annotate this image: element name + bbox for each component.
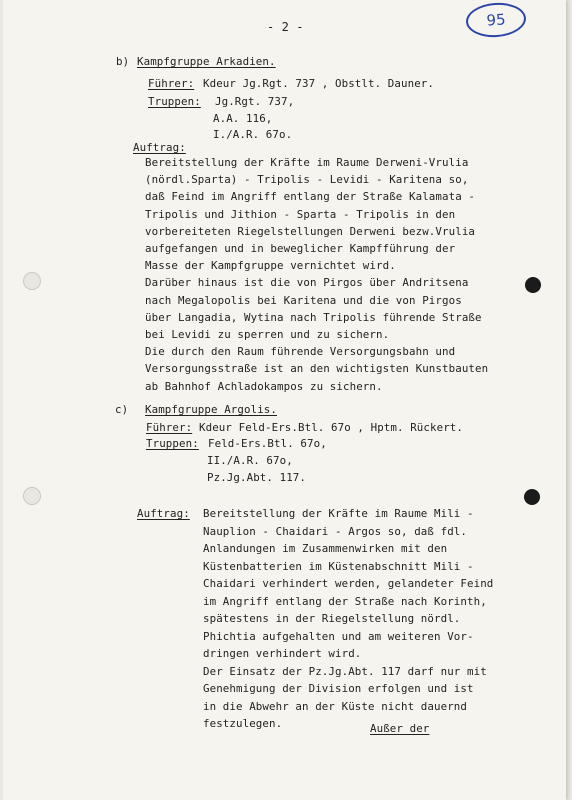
task-line: Die durch den Raum führende Versorgungsbahn und [145, 345, 456, 359]
section-b-troops-label: Truppen: [148, 95, 201, 108]
task-line: festzulegen. [203, 717, 283, 730]
document-page [3, 0, 566, 800]
section-c-troops-label: Truppen: [146, 437, 199, 450]
punch-hole-bottom [23, 487, 41, 505]
section-b-leader-label: Führer: [148, 77, 195, 90]
task-line: Masse der Kampfgruppe vernichtet wird. [145, 259, 396, 273]
punch-mark-bottom [524, 489, 540, 505]
punch-hole-top [23, 272, 41, 290]
task-line: (nördl.Sparta) - Tripolis - Levidi - Karitena so, [145, 173, 469, 187]
section-b-troop: A.A. 116, [213, 112, 273, 125]
task-line: in die Abwehr an der Küste nicht dauernd [203, 699, 468, 713]
task-line: Tripolis und Jithion - Sparta - Tripolis in den [145, 207, 456, 221]
task-line: Genehmigung der Division erfolgen und ist [203, 682, 474, 695]
continuation-text: Außer der [370, 722, 430, 735]
task-line: bei Levidi zu sperren und zu sichern. [145, 328, 390, 341]
section-c-task-label: Auftrag: [137, 507, 190, 520]
task-line: Nauplion - Chaidari - Argos so, daß fdl. [203, 524, 468, 538]
section-b-leader-value: Kdeur Jg.Rgt. 737 , Obstlt. Dauner. [203, 77, 435, 90]
task-line: dringen verhindert wird. [203, 647, 362, 660]
section-b-marker: b) [116, 55, 130, 68]
section-b-task-label: Auftrag: [133, 141, 186, 154]
section-b-troop: Jg.Rgt. 737, [215, 95, 295, 108]
section-c-marker: c) [115, 403, 129, 416]
section-b-title: Kampfgruppe Arkadien. [137, 55, 276, 68]
task-line: über Langadia, Wytina nach Tripolis führende Straße [145, 310, 482, 324]
task-line: vorbereiteten Riegelstellungen Derweni bezw.Vrulia [145, 224, 476, 238]
page-number: - 2 - [267, 20, 304, 34]
section-c-leader-value: Kdeur Feld-Ers.Btl. 67o , Hptm. Rückert. [199, 421, 464, 434]
punch-mark-top [525, 277, 541, 293]
task-line: Versorgungsstraße ist an den wichtigsten Kunstbauten [145, 362, 489, 376]
task-line: Bereitstellung der Kräfte im Raume Mili - [203, 507, 474, 520]
task-line: Der Einsatz der Pz.Jg.Abt. 117 darf nur mit [203, 664, 487, 678]
section-b-troop: I./A.R. 67o. [213, 128, 293, 141]
task-line: ab Bahnhof Achladokampos zu sichern. [145, 379, 383, 393]
section-c-troop: Feld-Ers.Btl. 67o, [208, 437, 327, 450]
section-c-troop: Pz.Jg.Abt. 117. [207, 471, 307, 484]
task-line: Chaidari verhindert werden, gelandeter Feind [203, 577, 494, 590]
task-line: Bereitstellung der Kräfte im Raume Derweni-Vrulia [145, 156, 469, 169]
task-line: im Angriff entlang der Straße nach Korinth, [203, 594, 487, 608]
task-line: daß Feind im Angriff entlang der Straße Kalamata - [145, 190, 476, 204]
task-line: Darüber hinaus ist die von Pirgos über Andritsena [145, 276, 469, 290]
section-c-leader-label: Führer: [146, 421, 193, 434]
task-line: Phichtia aufgehalten und am weiteren Vor- [203, 629, 474, 643]
page-stamp: 95 [465, 1, 527, 39]
section-c-troop: II./A.R. 67o, [207, 454, 293, 467]
task-line: Anlandungen im Zusammenwirken mit den [203, 542, 448, 555]
task-line: nach Megalopolis bei Karitena und die von Pirgos [145, 293, 462, 307]
section-c-title: Kampfgruppe Argolis. [145, 403, 278, 416]
task-line: spätestens in der Riegelstellung nördl. [203, 612, 461, 625]
task-line: Küstenbatterien im Küstenabschnitt Mili - [203, 559, 474, 573]
task-line: aufgefangen und in beweglicher Kampfführung der [145, 242, 456, 255]
